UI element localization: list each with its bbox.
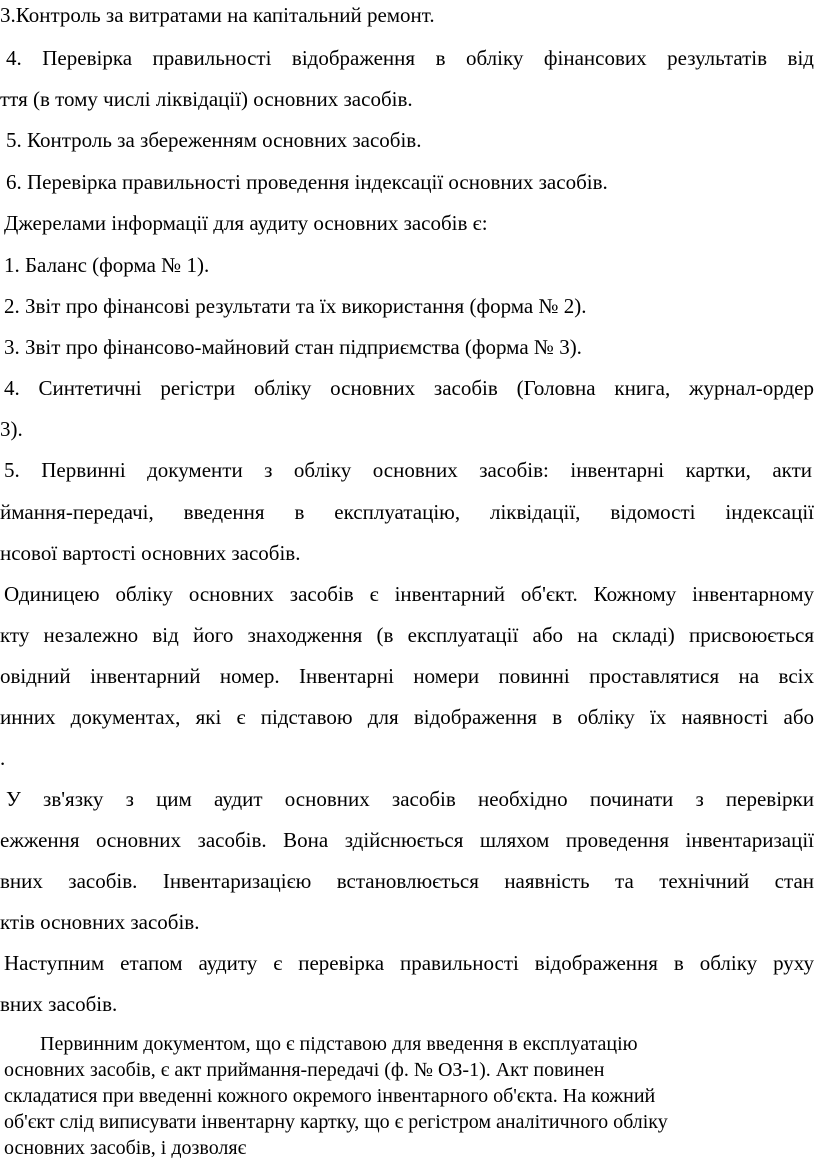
text-line-3: ття (в тому числі ліквідації) основних засобів. — [0, 87, 413, 111]
tail-line-5: основних засобів, і дозволяє — [4, 1137, 247, 1159]
text-line-16: кту незалежно від його знаходження (в експлуатації або на складі) присвоюється — [0, 623, 814, 647]
text-line-4: 5. Контроль за збереженням основних засобів. — [6, 128, 422, 152]
text-line-6: Джерелами інформації для аудиту основних засобів є: — [4, 211, 488, 235]
tail-line-1: Первинним документом, що є підставою для введення в експлуатацію — [40, 1033, 638, 1055]
text-line-21: ежження основних засобів. Вона здійснюється шляхом проведення інвентаризації — [0, 828, 814, 852]
tail-line-4: об'єкт слід виписувати інвентарну картку, що є регістром аналітичного обліку — [4, 1111, 668, 1133]
text-line-15: Одиницею обліку основних засобів є інвентарний об'єкт. Кожному інвентарному — [4, 582, 814, 606]
text-line-9: 3. Звіт про фінансово-майновий стан підприємства (форма № 3). — [4, 335, 582, 359]
text-line-5: 6. Перевірка правильності проведення індексації основних засобів. — [6, 170, 608, 194]
tail-line-2: основних засобів, є акт приймання-передачі (ф. № ОЗ-1). Акт повинен — [4, 1059, 605, 1081]
text-line-20: У зв'язку з цим аудит основних засобів необхідно починати з перевірки — [6, 787, 814, 811]
text-line-2: 4. Перевірка правильності відображення в обліку фінансових результатів від — [6, 46, 814, 70]
text-line-22: вних засобів. Інвентаризацією встановлюється наявність та технічний стан — [0, 869, 814, 893]
text-line-24: Наступним етапом аудиту є перевірка правильності відображення в обліку руху — [4, 951, 814, 975]
text-line-7: 1. Баланс (форма № 1). — [4, 253, 210, 277]
text-line-17: овідний інвентарний номер. Інвентарні номери повинні проставлятися на всіх — [0, 664, 814, 688]
text-line-12: 5. Первинні документи з обліку основних засобів: інвентарні картки, акти — [4, 458, 812, 482]
text-line-11: 3). — [0, 417, 23, 441]
text-line-18: инних документах, які є підставою для відображення в обліку їх наявності або — [0, 705, 814, 729]
tail-line-3: складатися при введенні кожного окремого інвентарного об'єкта. На кожний — [4, 1085, 656, 1107]
text-line-1: 3.Контроль за витратами на капітальний ремонт. — [0, 3, 435, 27]
text-line-8: 2. Звіт про фінансові результати та їх використання (форма № 2). — [4, 294, 587, 318]
text-line-25: вних засобів. — [0, 992, 118, 1016]
text-line-23: ктів основних засобів. — [0, 910, 200, 934]
text-line-19: . — [0, 746, 6, 770]
text-line-13: ймання-передачі, введення в експлуатацію, ліквідації, відомості індексації — [0, 500, 814, 524]
text-line-10: 4. Синтетичні регістри обліку основних засобів (Головна книга, журнал-ордер — [4, 376, 814, 400]
text-line-14: нсової вартості основних засобів. — [0, 541, 301, 565]
